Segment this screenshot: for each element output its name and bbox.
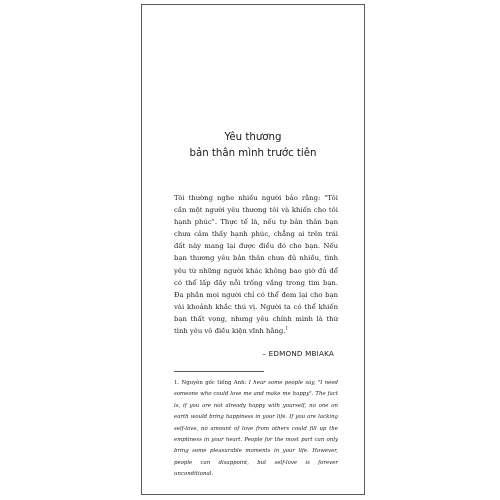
quote-attribution: – EDMOND MBIAKA bbox=[262, 349, 334, 358]
quote-paragraph bbox=[174, 192, 338, 337]
footnote-divider bbox=[174, 371, 264, 372]
chapter-title bbox=[142, 130, 364, 162]
footnote-label: 1. Nguyên gốc tiếng Anh: bbox=[174, 380, 249, 386]
chapter-title-line-2: bản thân mình trước tiên bbox=[189, 148, 317, 159]
quote-text: Tôi thường nghe nhiều người bảo rằng: "Tôi cần một người yêu thương tôi và khiến cho tôi hạnh phúc". Thực tế là, nếu tự bản thân bạn chưa cảm thấy hạnh phúc, chẳng ai trên trái đất này mang lại được điều đó cho bạn. Nếu bạn thương yêu bản thân chưa đủ nhiều, tình yêu từ những người khác không bao giờ đủ để có thể lấp đầy nỗi trống vắng trong tim bạn. Đa phần mọi người chỉ có thể đem lại cho bạn vài khoảnh khắc thú vị. Người ta có thể khiến bạn thất vọng, nhưng yêu chính mình là thứ tình yêu vô điều kiện vĩnh hằng. bbox=[174, 194, 338, 336]
footnote-reference: 1 bbox=[285, 326, 289, 332]
chapter-title-line-1: Yêu thương bbox=[224, 132, 282, 143]
footnote-english-text: I hear some people say, "I need someone who could love me and make me happy". The fact is, if you are not already happy with yourself, no one on earth would bring happiness in your life. If you are lacking self-love, no amount of love from others could fill up the emptiness in your heart. People for the most part can only bring some pleasurable moments in your life. However, people can disappoint, but self-love is forever unconditional. bbox=[174, 380, 338, 478]
footnote bbox=[174, 378, 338, 481]
book-page bbox=[141, 4, 365, 495]
